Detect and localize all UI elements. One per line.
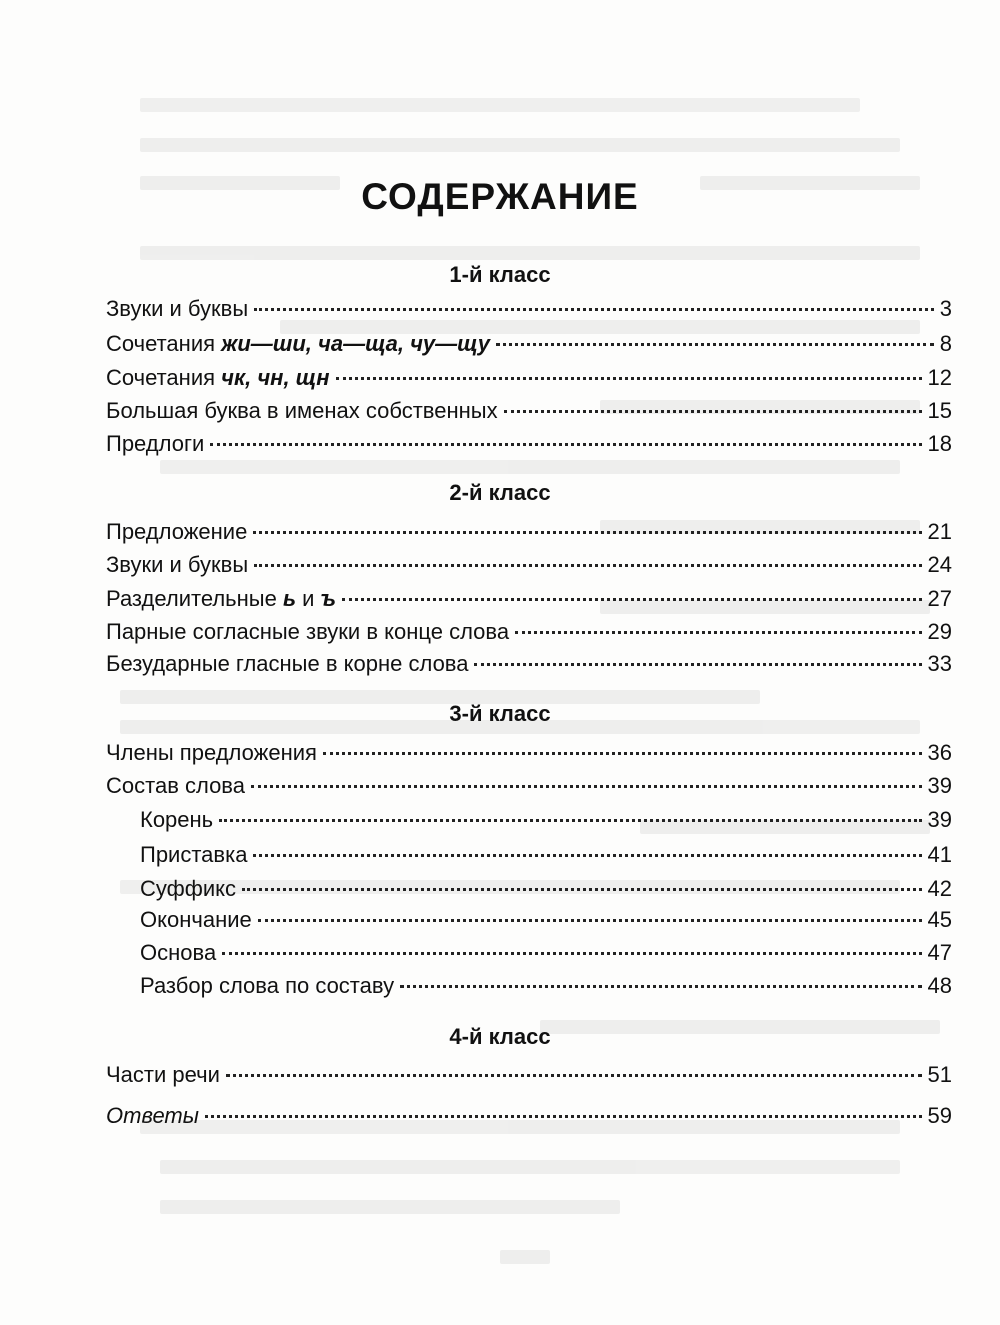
toc-entry-label: Безударные гласные в корне слова — [106, 651, 469, 676]
toc-entry-page: 47 — [927, 940, 952, 965]
toc-subentry[interactable] — [140, 905, 952, 935]
toc-entry-page: 12 — [927, 365, 952, 390]
toc-entry[interactable] — [106, 617, 952, 647]
toc-entry[interactable] — [106, 396, 952, 426]
dot-leader — [258, 919, 922, 922]
toc-entry-label: Окончание — [140, 907, 252, 932]
toc-entry[interactable] — [106, 649, 952, 679]
dot-leader — [222, 952, 921, 955]
dot-leader — [504, 410, 922, 413]
dot-leader — [205, 1115, 922, 1118]
toc-entry-page: 39 — [927, 773, 952, 798]
page-title: СОДЕРЖАНИЕ — [361, 176, 639, 217]
dot-leader — [254, 308, 934, 311]
section-heading-grade-1: 1-й класс — [449, 262, 551, 287]
toc-entry-label: Большая буква в именах собственных — [106, 398, 498, 423]
toc-entry-page: 36 — [927, 740, 952, 765]
toc-subentry[interactable] — [140, 874, 952, 904]
toc-subentry[interactable] — [140, 971, 952, 1001]
toc-entry-page: 39 — [927, 807, 952, 832]
dot-leader — [210, 443, 921, 446]
toc-entry-page: 18 — [927, 431, 952, 456]
toc-subentry[interactable] — [140, 840, 952, 870]
toc-entry-label-emphasis: ь — [282, 586, 297, 611]
toc-entry-label-emphasis: ъ — [320, 586, 337, 611]
toc-entry-label-plain: и — [296, 586, 321, 611]
toc-entry[interactable] — [106, 329, 952, 359]
toc-entry-label-plain: Сочетания — [106, 365, 222, 390]
toc-entry-label: Звуки и буквы — [106, 552, 249, 577]
toc-entry-label: Ответы — [106, 1103, 199, 1128]
toc-entry-page: 24 — [927, 552, 952, 577]
toc-entry-page: 8 — [939, 331, 952, 356]
dot-leader — [254, 564, 921, 567]
dot-leader — [515, 631, 921, 634]
dot-leader — [323, 752, 922, 755]
toc-entry-page: 29 — [927, 619, 952, 644]
toc-entry-label — [106, 584, 336, 614]
toc-entry-page: 51 — [927, 1062, 952, 1087]
toc-entry-label: Звуки и буквы — [106, 296, 249, 321]
dot-leader — [226, 1074, 922, 1077]
toc-subentry[interactable] — [140, 938, 952, 968]
toc-entry-label-plain: Разделительные — [106, 586, 283, 611]
toc-entry-label: Части речи — [106, 1062, 220, 1087]
toc-entry[interactable] — [106, 294, 952, 324]
toc-entry-label: Разбор слова по составу — [140, 973, 395, 998]
toc-entry-label: Члены предложения — [106, 740, 317, 765]
dot-leader — [336, 377, 922, 380]
dot-leader — [496, 343, 934, 346]
toc-entry-label — [106, 363, 330, 393]
dot-leader — [253, 854, 921, 857]
toc-entry-label-emphasis: чк, чн, щн — [221, 365, 330, 390]
toc-entry-page: 48 — [927, 973, 952, 998]
toc-entry-label: Корень — [140, 807, 214, 832]
toc-entry[interactable] — [106, 429, 952, 459]
toc-entry[interactable] — [106, 363, 952, 393]
toc-entry-label-emphasis: жи—ши, ча—ща, чу—щу — [221, 331, 490, 356]
section-heading-grade-3: 3-й класс — [449, 701, 551, 726]
dot-leader — [242, 888, 922, 891]
toc-entry-page: 41 — [927, 842, 952, 867]
toc-entry-label: Парные согласные звуки в конце слова — [106, 619, 510, 644]
dot-leader — [400, 985, 921, 988]
section-heading-grade-4: 4-й класс — [449, 1024, 551, 1049]
dot-leader — [251, 785, 922, 788]
toc-entry[interactable] — [106, 738, 952, 768]
dot-leader — [342, 598, 921, 601]
toc-entry-label: Приставка — [140, 842, 248, 867]
toc-entry-page: 42 — [927, 876, 952, 901]
toc-subentry[interactable] — [140, 805, 952, 835]
toc-entry-label: Основа — [140, 940, 217, 965]
toc-entry[interactable] — [106, 584, 952, 614]
dot-leader — [474, 663, 921, 666]
dot-leader — [253, 531, 921, 534]
toc-entry-page: 15 — [927, 398, 952, 423]
toc-entry-page: 59 — [927, 1103, 952, 1128]
toc-entry-page: 45 — [927, 907, 952, 932]
toc-entry-page: 33 — [927, 651, 952, 676]
toc-entry-label: Предложение — [106, 519, 248, 544]
toc-entry-answers[interactable] — [106, 1101, 952, 1131]
toc-entry[interactable] — [106, 1060, 952, 1090]
toc-entry-page: 3 — [939, 296, 952, 321]
section-heading-grade-2: 2-й класс — [449, 480, 551, 505]
dot-leader — [219, 819, 921, 822]
toc-entry-label-plain: Сочетания — [106, 331, 222, 356]
toc-entry-page: 21 — [927, 519, 952, 544]
toc-entry[interactable] — [106, 771, 952, 801]
toc-entry[interactable] — [106, 517, 952, 547]
toc-entry-label: Состав слова — [106, 773, 245, 798]
toc-entry[interactable] — [106, 550, 952, 580]
toc-entry-label — [106, 329, 490, 359]
toc-entry-page: 27 — [927, 586, 952, 611]
toc-entry-label: Предлоги — [106, 431, 205, 456]
toc-entry-label: Суффикс — [140, 876, 237, 901]
